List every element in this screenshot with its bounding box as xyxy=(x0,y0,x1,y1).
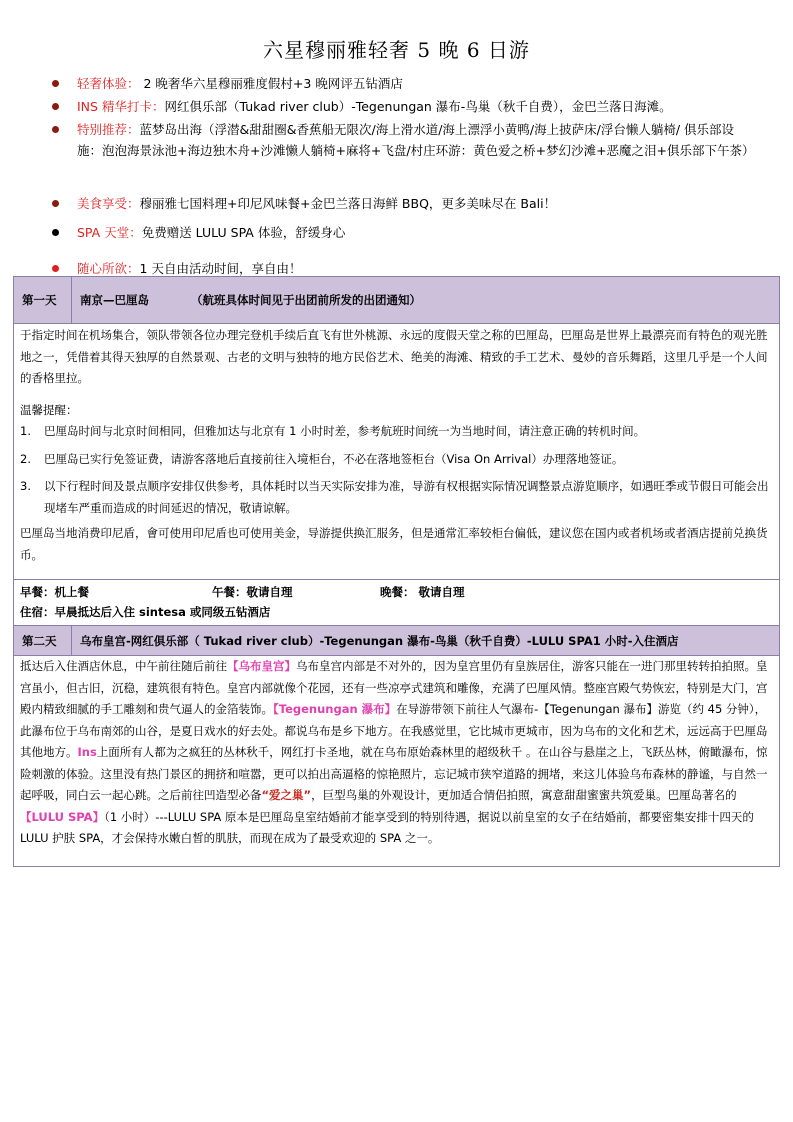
tips-title: 温馨提醒： xyxy=(20,402,78,417)
currency-note: 巴厘岛当地消费印尼盾，會可使用印尼盾也可使用美金，导游提供换汇服务，但是通常汇率较柜台偏低，建议您在国内或者机场或者酒店提前兑换货币。 xyxy=(20,526,768,562)
highlight-item xyxy=(52,96,752,117)
hotel: 住宿：早晨抵达后入住 sintesa 或同级五钻酒店 xyxy=(20,605,271,619)
highlight-item xyxy=(52,73,752,94)
highlight-label: 轻奢体验： xyxy=(77,76,140,91)
highlight-item xyxy=(52,193,752,214)
day2-route: 乌布皇宫-网红俱乐部（ Tukad river club）-Tegenungan 瀑布-鸟巢（秋千自费）-LULU SPA1 小时-入住酒店 xyxy=(80,633,679,648)
highlight-text: 2 晚奢华六星穆丽雅度假村+3 晚网评五钻酒店 xyxy=(139,76,403,91)
highlight-label: INS 精华打卡： xyxy=(77,99,165,114)
tip-item: 2. 巴厘岛已实行免签证费，请游客落地后直接前往入境柜台，不必在落地签柜台（Visa On Arrival）办理落地签证。 xyxy=(20,451,624,466)
day1-intro: 于指定时间在机场集合，领队带领各位办理完登机手续后直飞有世外桃源、永远的度假天堂之称的巴厘岛，巴厘岛是世界上最漂亮而有特色的观光胜地之一，凭借着其得天独厚的自然景观、古老的文明与独特的地方民俗艺术、绝美的海滩、精致的手工艺术、曼妙的音乐舞蹈，这里几乎是一个人间的香格里拉。 xyxy=(20,328,768,385)
highlight-item xyxy=(52,222,752,243)
tip-item: 3. 以下行程时间及景点顺序安排仅供参考，具体耗时以当天实际安排为准，导游有权根据实际情况调整景点游览顺序，如遇旺季或节假日可能会出现堵车严重而造成的时间延迟的情况，敬请谅解。 xyxy=(20,479,769,515)
highlight-text: 免费赠送 LULU SPA 体验，舒缓身心 xyxy=(141,225,346,240)
day2-text: 抵达后入住酒店休息，中午前往随后前往【乌布皇宫】乌布皇宫内部是不对外的，因为皇宫里仍有皇族居住，游客只能在一进门那里转转拍拍照。皇宫虽小，但古旧，沉稳，建筑很有特色。皇宫内部就像个花园，还有一些凉亭式建筑和雕像，充满了巴厘风情。整座宫殿气势恢宏，特别是大门，宫殿内精致细腻的手工雕刻和贵气逼人的金箔装饰。【Tegenungan 瀑布】在导游带领下前往人气瀑布-【Tegenungan 瀑布】游览（约 45 分钟），此瀑布位于乌布南郊的山谷，是夏日戏水的好去处。都说乌布是乡下地方。在我感觉里，它比城市更城市，因为乌布的文化和艺术，远远高于巴厘岛其他地方。Ins上面所有人都为之疯狂的丛林秋千，网红打卡圣地，就在乌布原始森林里的超级秋千 。在山谷与悬崖之上，飞跃丛林，俯瞰瀑布，惊险刺激的体验。这里没有热门景区的拥挤和喧嚣，更可以拍出高逼格的惊艳照片，忘记城市狭窄道路的拥堵，来这儿体验乌布森林的静谧，与自然一起呼吸，同白云一起心跳。之后前往凹造型必备“爱之巢”，巨型鸟巢的外观设计，更加适合情侣拍照，寓意甜甜蜜蜜共筑爱巢。巴厘岛著名的【LULU SPA】（1 小时）---LULU SPA 原本是巴厘岛皇室结婚前才能享受到的特别待遇，据说以前皇室的女子在结婚前，都要密集安排十四天的 LULU 护肤 SPA，才会保持水嫩白皙的肌肤，而现在成为了最受欢迎的 SPA 之一。 xyxy=(20,659,768,845)
highlight-text: 网红俱乐部（Tukad river club）-Tegenungan 瀑布-鸟巢（秋千自费），金巴兰落日海滩。 xyxy=(164,99,672,114)
highlight-label: 特别推荐： xyxy=(77,122,140,137)
bullet-icon xyxy=(52,229,59,236)
bullet-icon xyxy=(52,265,59,272)
dinner: 晚餐： 敬请自理 xyxy=(380,585,465,599)
day1-route: 南京—巴厘岛 （航班具体时间见于出团前所发的出团通知） xyxy=(80,293,421,307)
highlight-text: 1 天自由活动时间，享自由！ xyxy=(139,261,302,276)
day1-meals xyxy=(13,580,780,626)
highlight-text: 蓝梦岛出海（浮潜&甜甜圈&香蕉船无限次/海上滑水道/海上漂浮小黄鸭/海上披萨床/浮台懒人躺椅/ 俱乐部设施：泡泡海景泳池+海边独木舟+沙滩懒人躺椅+麻将+飞盘/村庄环游：黄色爱之桥+梦幻沙滩+恶魔之泪+俱乐部下午茶） xyxy=(77,122,755,158)
day2-body xyxy=(13,655,780,867)
day1-label: 第一天 xyxy=(14,277,72,323)
bullet-icon xyxy=(52,200,59,207)
day1-body xyxy=(13,323,780,580)
highlight-label: 美食享受： xyxy=(77,196,140,211)
highlight-label: SPA 天堂： xyxy=(77,225,142,240)
bullet-icon xyxy=(52,126,59,133)
highlight-text: 穆丽雅七国料理+印尼风味餐+金巴兰落日海鲜 BBQ，更多美味尽在 Bali！ xyxy=(139,196,557,211)
highlight-item xyxy=(52,119,755,161)
day1-header-row xyxy=(13,276,780,324)
lunch: 午餐：敬请自理 xyxy=(212,585,293,599)
tip-item: 1. 巴厘岛时间与北京时间相同，但雅加达与北京有 1 小时时差，参考航班时间统一为当地时间，请注意正确的转机时间。 xyxy=(20,424,646,438)
highlight-label: 随心所欲： xyxy=(77,261,140,276)
page-title: 六星穆丽雅轻奢 5 晚 6 日游 xyxy=(263,38,530,62)
bullet-icon xyxy=(52,103,59,110)
day2-label: 第二天 xyxy=(14,626,72,655)
breakfast: 早餐：机上餐 xyxy=(20,585,89,599)
day2-header-row xyxy=(13,625,780,656)
bullet-icon xyxy=(52,80,59,87)
